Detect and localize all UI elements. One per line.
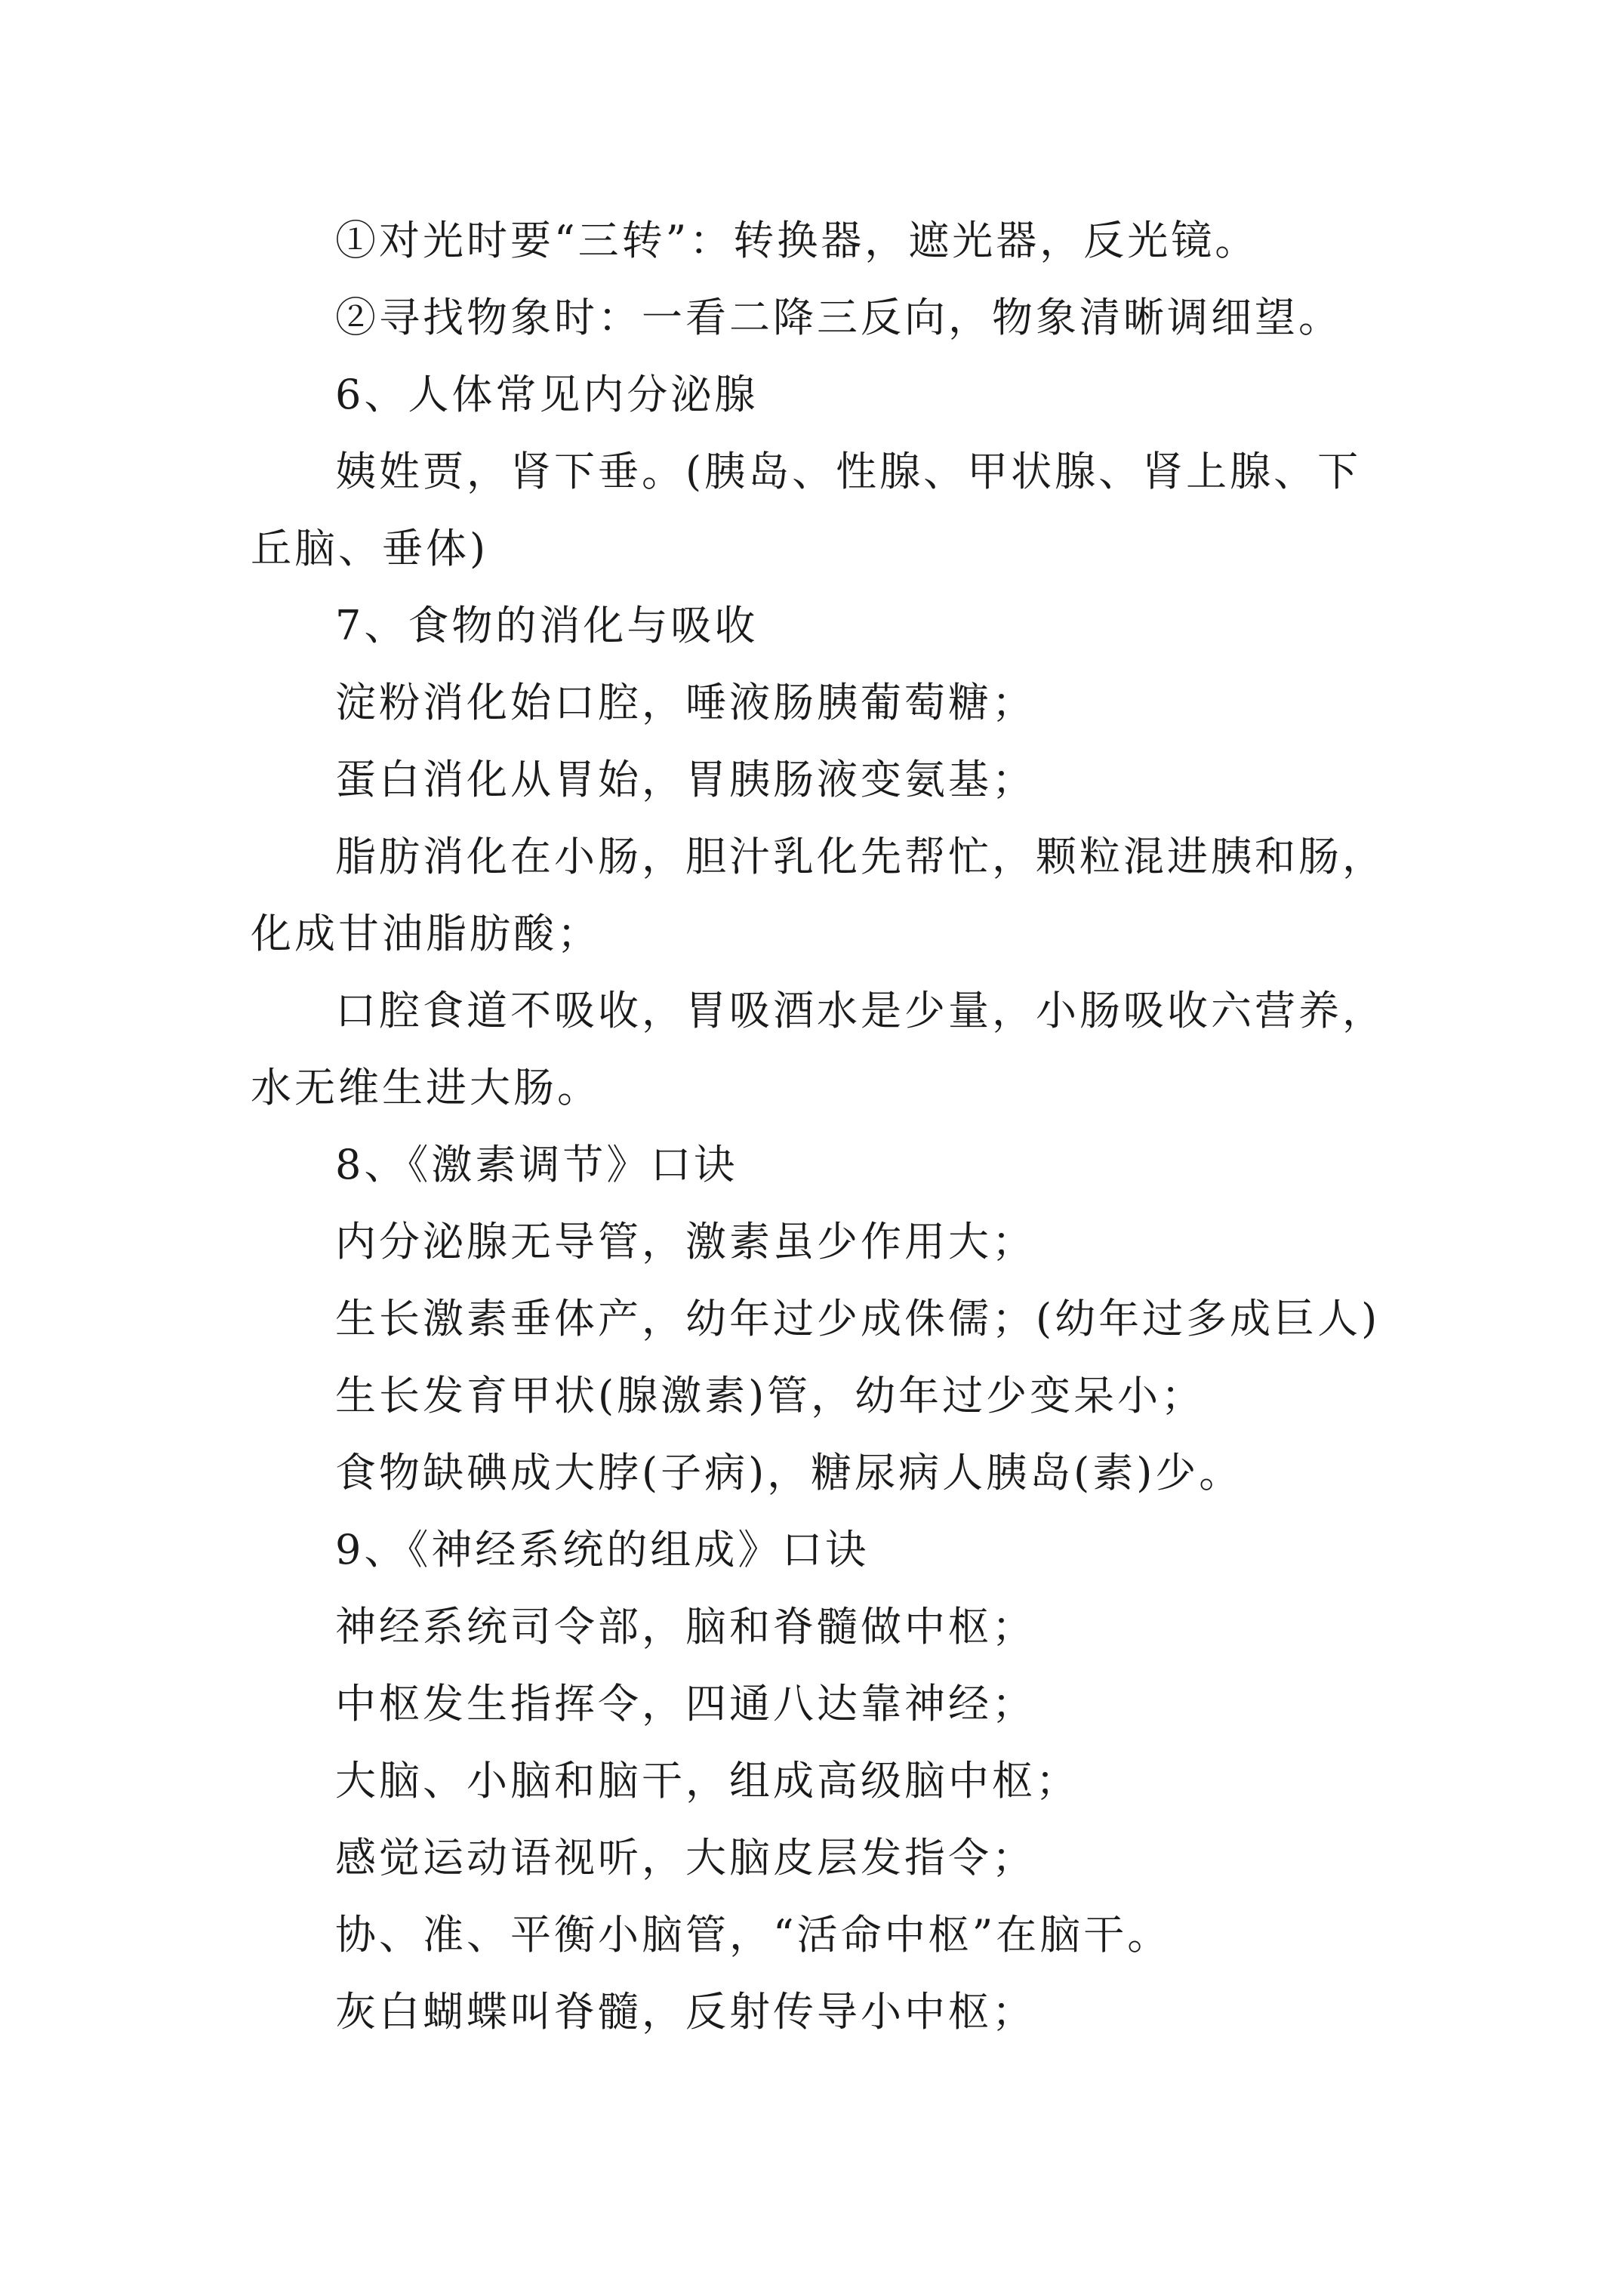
- text-line: 内分泌腺无导管，激素虽少作用大；: [335, 1218, 1036, 1265]
- text-line: 感觉运动语视听，大脑皮层发指令；: [335, 1834, 1036, 1881]
- text-line: 口腔食道不吸收，胃吸酒水是少量，小肠吸收六营养，: [335, 987, 1386, 1034]
- document-body: [251, 202, 1406, 2051]
- section-heading: 8、《激素调节》口诀: [335, 1141, 738, 1188]
- text-line: 淀粉消化始口腔，唾液肠胰葡萄糖；: [335, 679, 1036, 726]
- text-line: 中枢发生指挥令，四通八达靠神经；: [335, 1680, 1036, 1727]
- section-heading: 7、食物的消化与吸收: [335, 602, 759, 649]
- section-heading: 6、人体常见内分泌腺: [335, 371, 759, 418]
- text-line: 食物缺碘成大脖(子病)，糖尿病人胰岛(素)少。: [335, 1449, 1243, 1496]
- text-line: 水无维生进大肠。: [251, 1064, 601, 1111]
- text-line: 脂肪消化在小肠，胆汁乳化先帮忙，颗粒混进胰和肠，: [335, 833, 1386, 880]
- text-line: ②寻找物象时：一看二降三反向，物象清晰调细望。: [335, 294, 1342, 341]
- text-line: 灰白蝴蝶叫脊髓，反射传导小中枢；: [335, 1988, 1036, 2036]
- text-line: ①对光时要“三转”：转换器，遮光器，反光镜。: [335, 217, 1259, 264]
- text-line: 生长激素垂体产，幼年过少成侏儒；(幼年过多成巨人): [335, 1295, 1381, 1342]
- text-line: 大脑、小脑和脑干，组成高级脑中枢；: [335, 1757, 1079, 1804]
- section-heading: 9、《神经系统的组成》口诀: [335, 1526, 870, 1573]
- text-line: 协、准、平衡小脑管，“活命中枢”在脑干。: [335, 1911, 1172, 1959]
- text-line: 蛋白消化从胃始，胃胰肠液变氨基；: [335, 756, 1036, 803]
- text-line: 化成甘油脂肪酸；: [251, 910, 601, 957]
- text-line: 神经系统司令部，脑和脊髓做中枢；: [335, 1603, 1036, 1650]
- text-line: 生长发育甲状(腺激素)管，幼年过少变呆小；: [335, 1372, 1206, 1419]
- text-line: 丘脑、垂体): [251, 525, 489, 572]
- text-line: 姨姓贾，肾下垂。(胰岛、性腺、甲状腺、肾上腺、下: [335, 448, 1362, 495]
